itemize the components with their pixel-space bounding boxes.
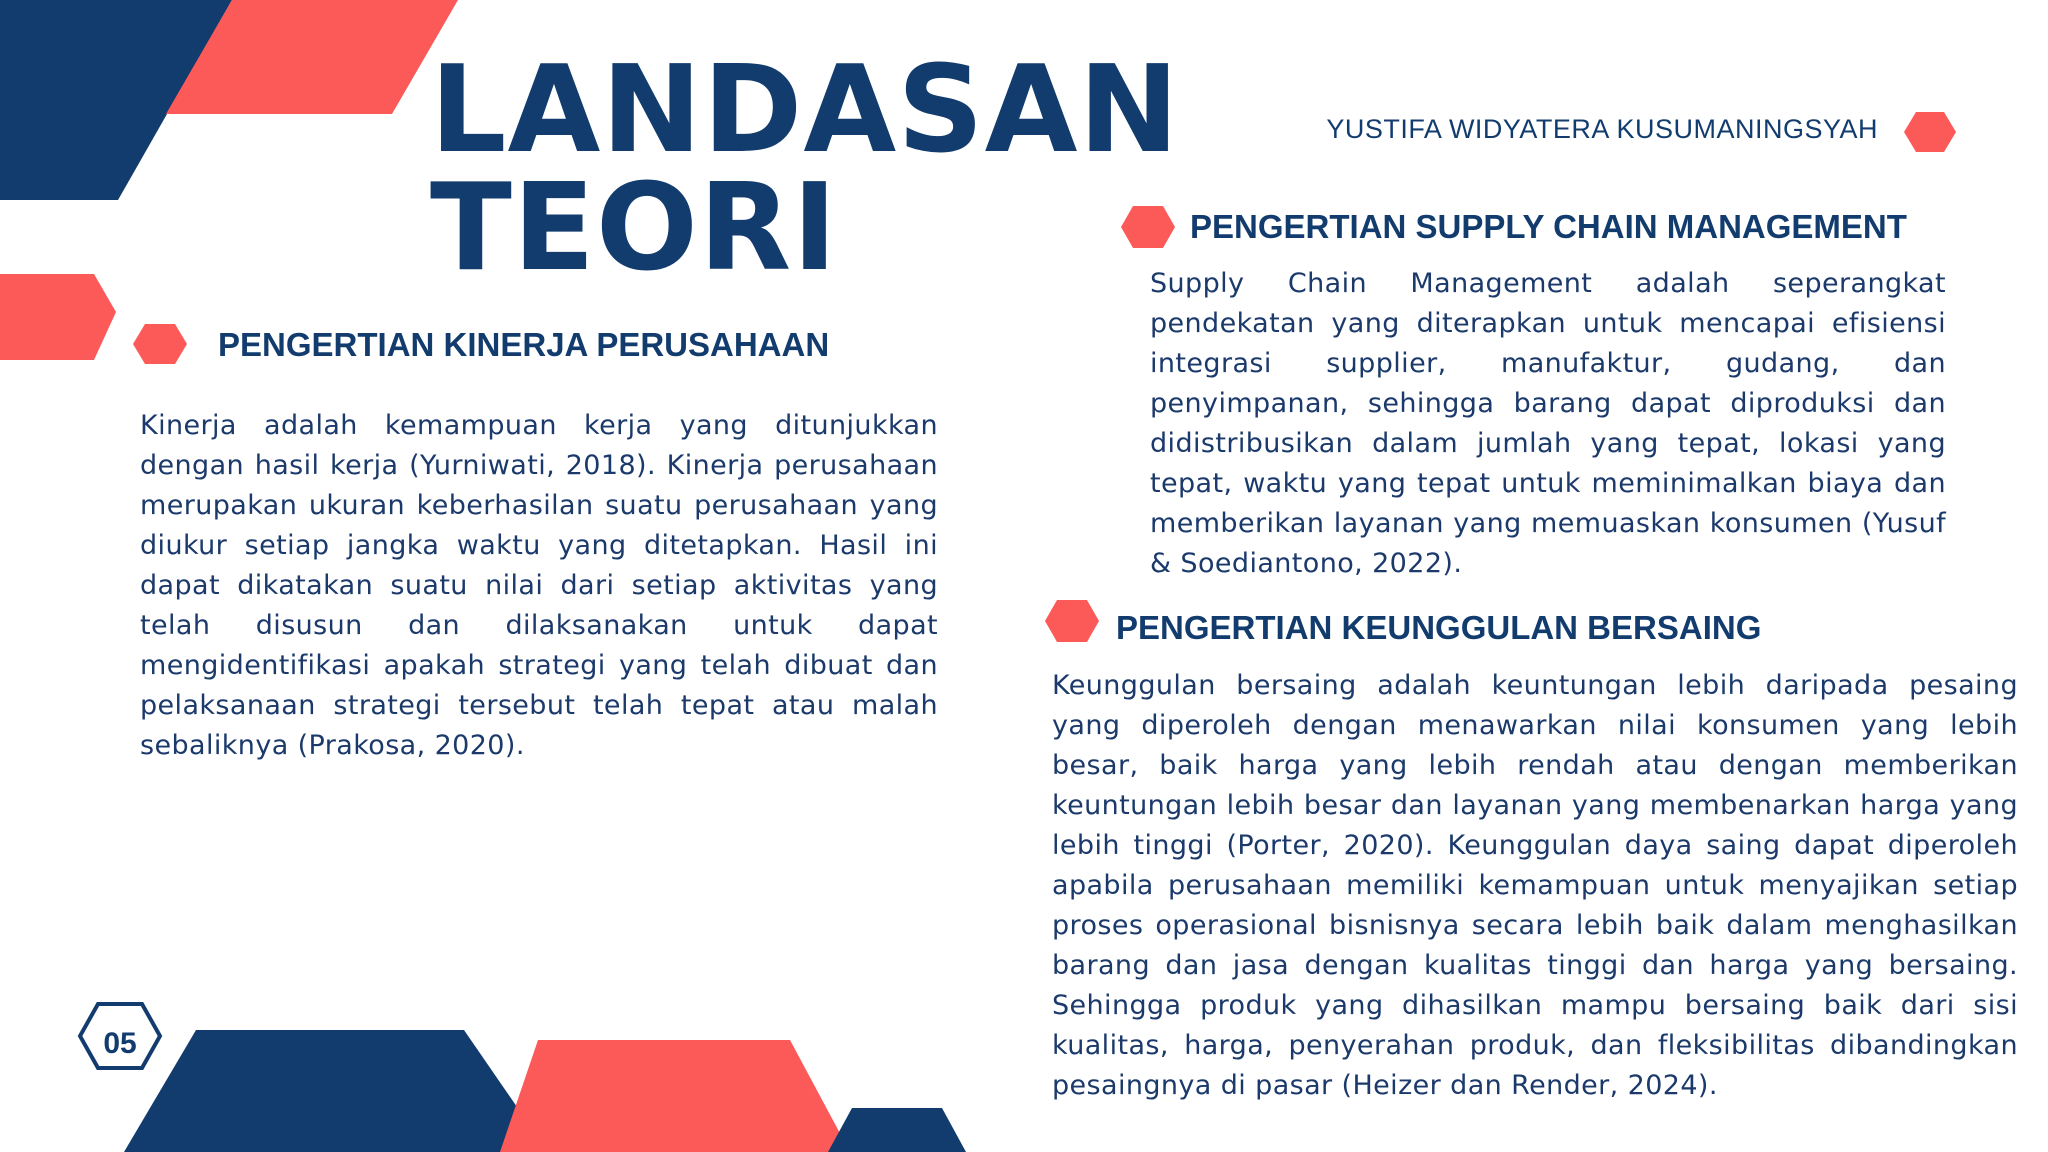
left-coral-tab: [0, 274, 116, 360]
heading-keunggulan: PENGERTIAN KEUNGGULAN BERSAING: [1116, 609, 1762, 646]
hexagon-icon: [1045, 600, 1099, 642]
body-supply-chain: Supply Chain Management adalah seperangkat pendekatan yang diterapkan untuk mencapai efisiensi integrasi supplier, manufaktur, gudang, dan penyimpanan, sehingga barang dapat diproduksi dan didistribusikan dalam jumlah yang tepat, lokasi yang tepat, waktu yang tepat untuk meminimalkan biaya dan memberikan layanan yang memuaskan konsumen (Yusuf & Soediantono, 2022).: [1150, 268, 1946, 579]
bottom-small-navy-shape: [828, 1108, 966, 1152]
body-keunggulan: Keunggulan bersaing adalah keuntungan lebih daripada pesaing yang diperoleh dengan menawarkan nilai konsumen yang lebih besar, baik harga yang lebih rendah atau dengan memberikan keuntungan lebih besar dan layanan yang membenarkan harga yang lebih tinggi (Porter, 2020). Keunggulan daya saing dapat diperoleh apabila perusahaan memiliki kemampuan untuk menyajikan setiap proses operasional bisnisnya secara lebih baik dalam menghasilkan barang dan jasa dengan kualitas tinggi dan harga yang bersaing. Sehingga produk yang dihasilkan mampu bersaing baik dari sisi kualitas, harga, penyerahan produk, dan fleksibilitas dibandingkan pesaingnya di pasar (Heizer dan Render, 2024).: [1052, 670, 2018, 1101]
title-line-1: LANDASAN: [430, 41, 1180, 180]
slide-title: [430, 41, 1180, 298]
hexagon-icon: [133, 324, 187, 364]
title-line-2: TEORI: [430, 159, 838, 298]
body-kinerja: Kinerja adalah kemampuan kerja yang ditunjukkan dengan hasil kerja (Yurniwati, 2018). Kinerja perusahaan merupakan ukuran keberhasilan suatu perusahaan yang diukur setiap jangka waktu yang ditetapkan. Hasil ini dapat dikatakan suatu nilai dari setiap aktivitas yang telah disusun dan dilaksanakan untuk dapat mengidentifikasi apakah strategi yang telah dibuat dan pelaksanaan strategi tersebut telah tepat atau malah sebaliknya (Prakosa, 2020).: [140, 410, 938, 761]
author-name: YUSTIFA WIDYATERA KUSUMANINGSYAH: [1326, 114, 1878, 144]
heading-supply-chain: PENGERTIAN SUPPLY CHAIN MANAGEMENT: [1190, 208, 1907, 245]
hexagon-icon: [1904, 112, 1956, 152]
bottom-coral-shape: [500, 1040, 850, 1152]
page-number: 05: [103, 1027, 137, 1060]
bottom-navy-shape: [124, 1030, 548, 1152]
heading-kinerja: PENGERTIAN KINERJA PERUSAHAAN: [218, 326, 830, 363]
